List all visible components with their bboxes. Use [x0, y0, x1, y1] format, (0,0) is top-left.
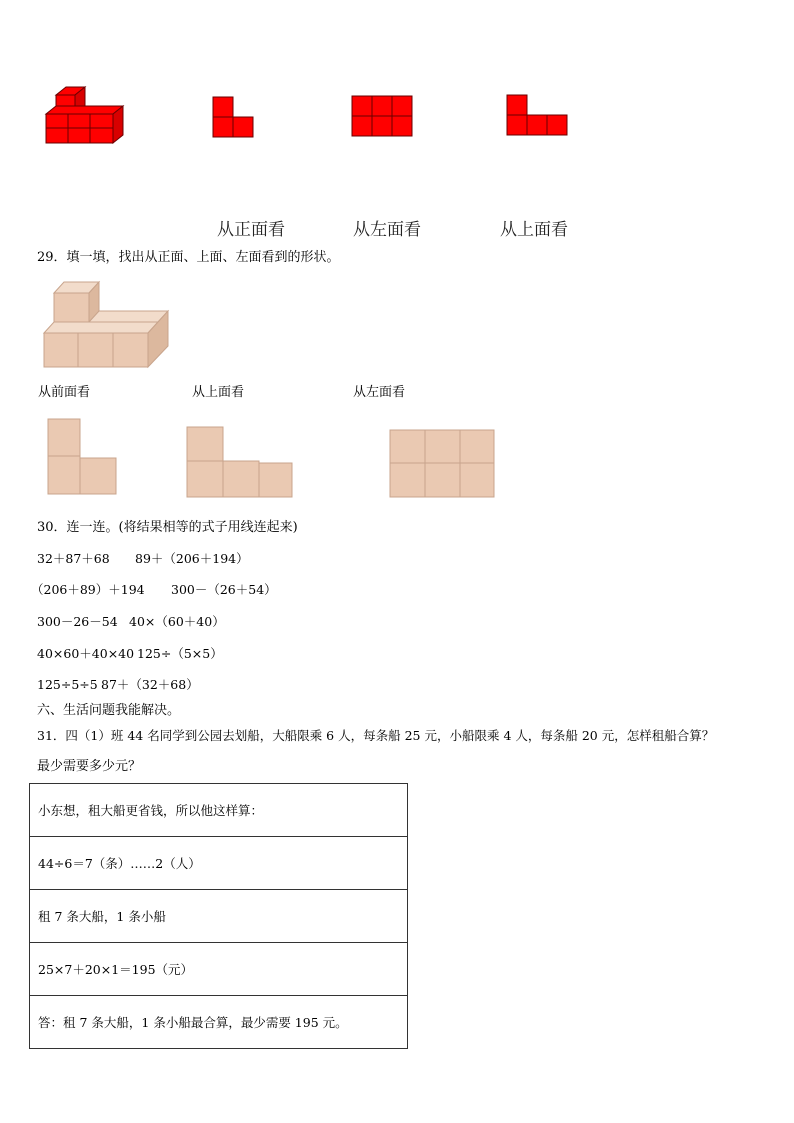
table-cell: 25×7＋20×1＝195（元） — [30, 943, 408, 996]
q30-row-2-right: 300－（26＋54） — [171, 582, 277, 597]
red-cube-solid-figure — [40, 80, 130, 150]
table-cell: 租 7 条大船，1 条小船 — [30, 890, 408, 943]
table-row — [30, 837, 408, 890]
q30-row-3-left: 300－26－54 — [37, 614, 118, 629]
table-row — [30, 784, 408, 837]
table-row — [30, 943, 408, 996]
table-row — [30, 996, 408, 1049]
question-30-title: 30．连一连。(将结果相等的式子用线连起来) — [37, 520, 298, 535]
q30-row-3-right: 40×（60＋40） — [129, 614, 225, 629]
q30-row-2-left: （206＋89）＋194 — [31, 582, 145, 597]
table-cell: 答：租 7 条大船，1 条小船最合算，最少需要 195 元。 — [30, 996, 408, 1049]
tan-front-view-figure — [48, 419, 118, 497]
table-row — [30, 890, 408, 943]
tan-left-view-figure — [390, 430, 496, 500]
q29-label-front: 从前面看 — [38, 385, 91, 400]
table-cell: 44÷6＝7（条）……2（人） — [30, 837, 408, 890]
q29-label-left: 从左面看 — [353, 385, 406, 400]
table-cell: 小东想，租大船更省钱，所以他这样算： — [30, 784, 408, 837]
q30-row-1-right: 89＋（206＋194） — [135, 551, 249, 566]
red-top-view-figure — [507, 95, 569, 137]
question-31-line-1: 31．四（1）班 44 名同学到公园去划船，大船限乘 6 人，每条船 25 元，小船限乘 4 人，每条船 20 元，怎样租船合算？ — [37, 728, 715, 743]
view-label-top: 从上面看 — [500, 220, 568, 240]
red-left-view-figure — [352, 96, 414, 138]
q29-label-top: 从上面看 — [192, 385, 245, 400]
view-label-left: 从左面看 — [353, 220, 421, 240]
question-31-line-2: 最少需要多少元？ — [37, 759, 142, 774]
tan-top-view-figure — [187, 427, 295, 499]
section-6-title: 六、生活问题我能解决。 — [37, 703, 181, 718]
q30-row-5-left: 125÷5÷5 — [37, 677, 98, 692]
q30-row-5-right: 87＋（32＋68） — [101, 677, 199, 692]
solution-table — [29, 783, 408, 1049]
question-29-title: 29．填一填，找出从正面、上面、左面看到的形状。 — [37, 250, 340, 265]
view-label-front: 从正面看 — [217, 220, 285, 240]
red-front-view-figure — [213, 97, 255, 139]
q30-row-1-left: 32＋87＋68 — [37, 551, 110, 566]
tan-cube-solid-figure — [42, 280, 172, 370]
q30-row-4-right: 125÷（5×5） — [137, 646, 223, 661]
q30-row-4-left: 40×60＋40×40 — [37, 646, 135, 661]
